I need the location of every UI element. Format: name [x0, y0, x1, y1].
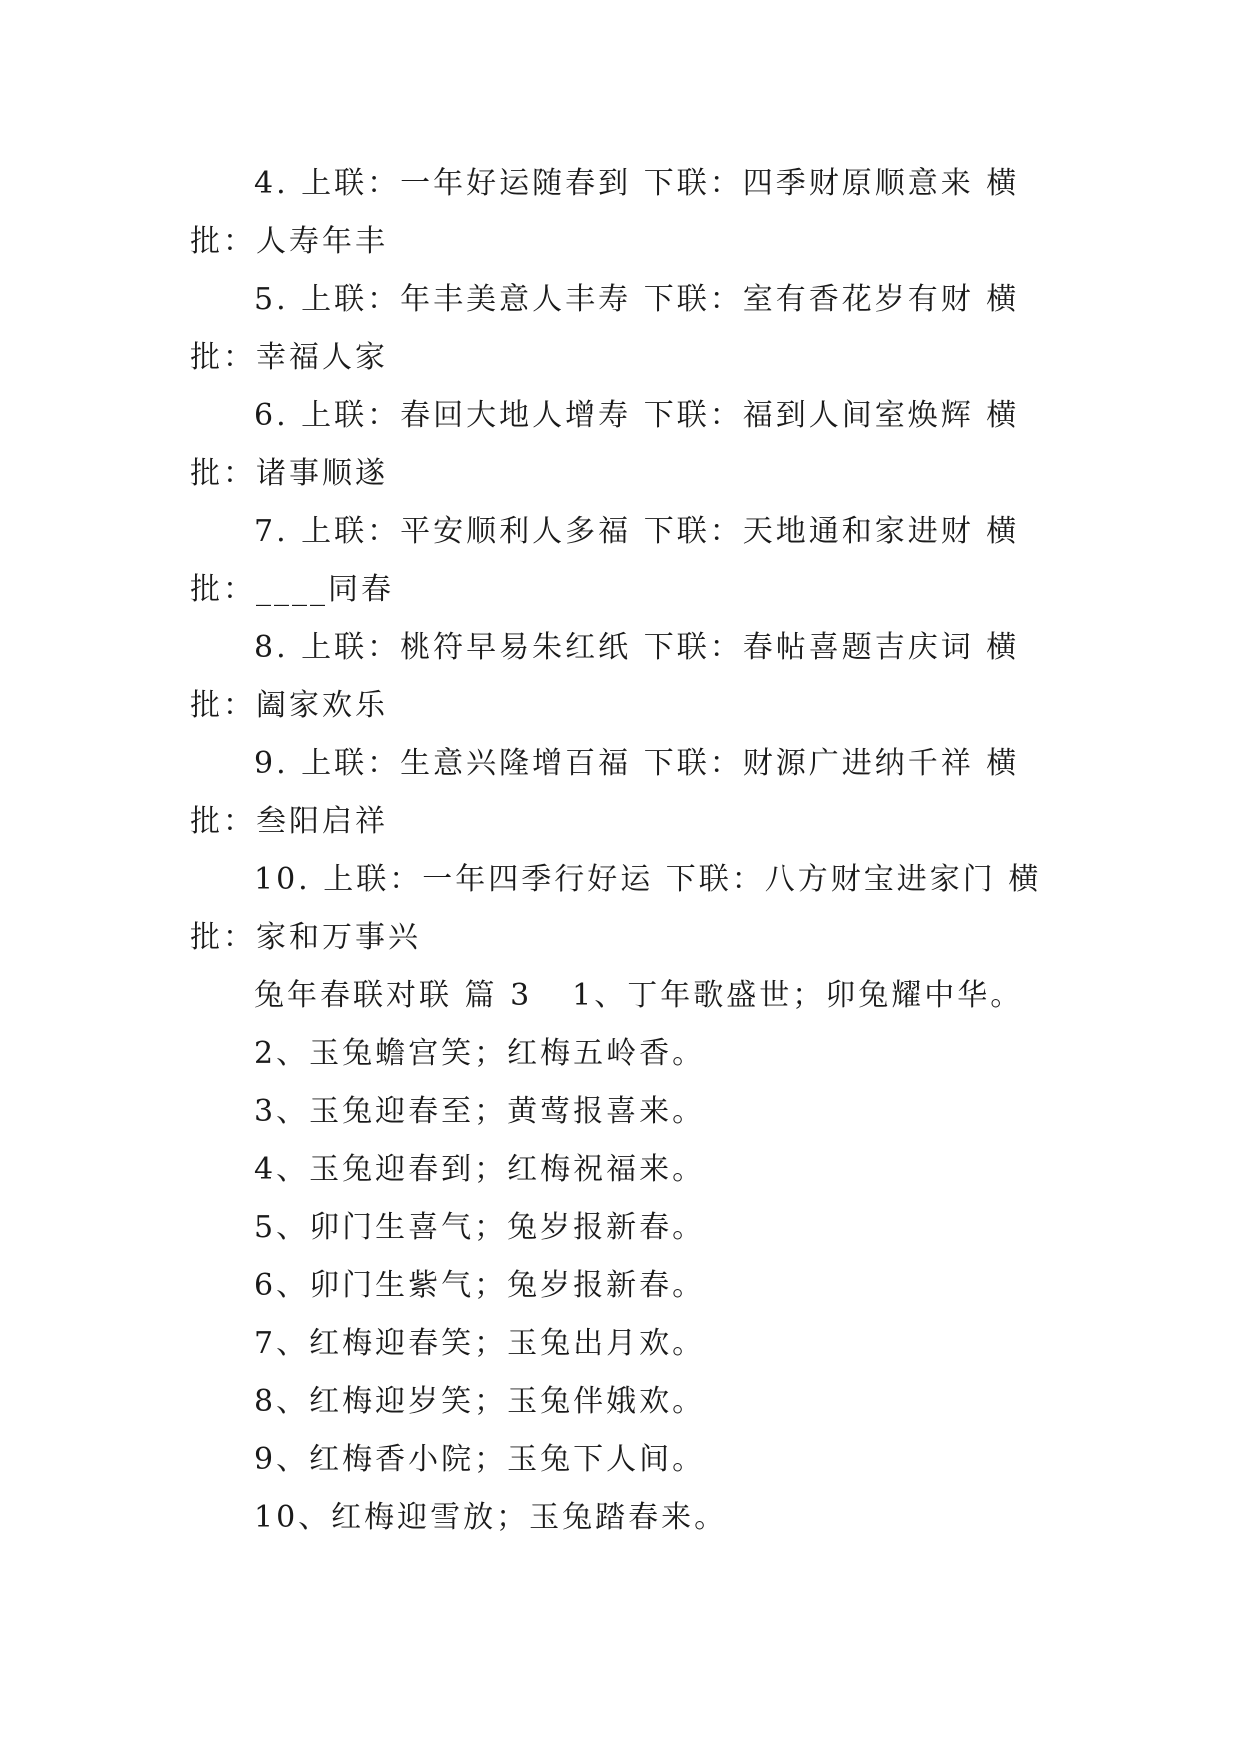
- couplet-7-line1: 7. 上联：平安顺利人多福 下联：天地通和家进财 横: [254, 514, 1020, 549]
- couplet-9-line1: 9. 上联：生意兴隆增百福 下联：财源广进纳千祥 横: [254, 746, 1020, 781]
- couplet-8-line2: 批：阖家欢乐: [190, 688, 388, 723]
- couplet-9-line2: 批：叁阳启祥: [190, 804, 388, 839]
- couplet-6-line1: 6. 上联：春回大地人增寿 下联：福到人间室焕辉 横: [254, 398, 1020, 433]
- section-3-heading-line: [190, 967, 1060, 1025]
- section-3-item-2: 2、玉兔蟾宫笑；红梅五岭香。: [254, 1036, 706, 1071]
- couplet-5-line1: 5. 上联：年丰美意人丰寿 下联：室有香花岁有财 横: [254, 282, 1020, 317]
- section-3-item-7: 7、红梅迎春笑；玉兔出月欢。: [254, 1326, 706, 1361]
- couplet-10-line1: 10. 上联：一年四季行好运 下联：八方财宝进家门 横: [254, 862, 1042, 897]
- couplet-5-line2: 批：幸福人家: [190, 340, 388, 375]
- couplet-4-line1: 4. 上联：一年好运随春到 下联：四季财原顺意来 横: [254, 166, 1020, 201]
- section-3-item-9: 9、红梅香小院；玉兔下人间。: [254, 1442, 706, 1477]
- section-3-item-6: 6、卯门生紫气；兔岁报新春。: [254, 1268, 706, 1303]
- section-3-item-4: 4、玉兔迎春到；红梅祝福来。: [254, 1152, 706, 1187]
- section-3-item-5: 5、卯门生喜气；兔岁报新春。: [254, 1210, 706, 1245]
- couplet-7-line2: 批：____同春: [190, 572, 394, 607]
- section-3-item-10: 10、红梅迎雪放；玉兔踏春来。: [254, 1500, 728, 1535]
- section-3-item-8: 8、红梅迎岁笑；玉兔伴娥欢。: [254, 1384, 706, 1419]
- couplet-6-line2: 批：诸事顺遂: [190, 456, 388, 491]
- section-3-item-1: 1、丁年歌盛世；卯兔耀中华。: [572, 978, 1024, 1013]
- section-3-item-3: 3、玉兔迎春至；黄莺报喜来。: [254, 1094, 706, 1129]
- section-3-heading: 兔年春联对联 篇 3: [254, 978, 533, 1013]
- couplet-10-line2: 批：家和万事兴: [190, 920, 421, 955]
- document-body: [190, 155, 1060, 1547]
- couplet-4-line2: 批：人寿年丰: [190, 224, 388, 259]
- couplet-8-line1: 8. 上联：桃符早易朱红纸 下联：春帖喜题吉庆词 横: [254, 630, 1020, 665]
